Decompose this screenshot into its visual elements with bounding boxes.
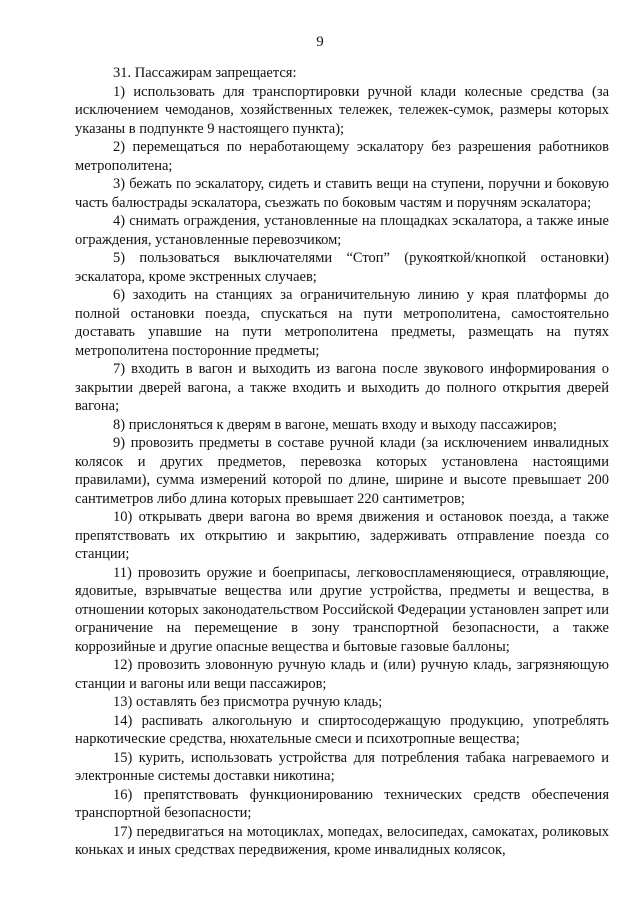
list-item: 5) пользоваться выключателями “Стоп” (рукояткой/кнопкой остановки) эскалатора, кроме экстренных случаев; (75, 250, 609, 285)
list-item: 14) распивать алкогольную и спиртосодержащую продукцию, употреблять наркотические средства, нюхательные смеси и психотропные вещества; (75, 712, 609, 747)
list-item: 10) открывать двери вагона во время движения и остановок поезда, а также препятствовать их открытию и закрытию, задерживать отправление поезда со станции; (75, 509, 609, 562)
document-body (75, 64, 609, 860)
list-item: 9) провозить предметы в составе ручной клади (за исключением инвалидных колясок и других предметов, перевозка которых установлена настоящими правилами), сумма измерений которой по длине, ширине и высоте превышает 200 сантиметров либо длина которых превышает 220 сантиметров; (75, 435, 609, 507)
list-item: 17) передвигаться на мотоциклах, мопедах, велосипедах, самокатах, роликовых коньках и иных средствах передвижения, кроме инвалидных колясок, (75, 823, 609, 858)
list-item: 4) снимать ограждения, установленные на площадках эскалатора, а также иные ограждения, установленные перевозчиком; (75, 213, 609, 248)
list-item: 11) провозить оружие и боеприпасы, легковоспламеняющиеся, отравляющие, ядовитые, взрывчатые вещества или другие устройства, предметы и вещества, в отношении которых законодательством Российской Федерации установлен запрет или ограничение на перемещение в зону транспортной безопасности, а также коррозийные и другие опасные вещества и бытовые газовые баллоны; (75, 564, 609, 655)
list-item: 15) курить, использовать устройства для потребления табака нагреваемого и электронные системы доставки никотина; (75, 749, 609, 784)
list-item: 12) провозить зловонную ручную кладь и (или) ручную кладь, загрязняющую станции и вагоны или вещи пассажиров; (75, 657, 609, 692)
list-item: 7) входить в вагон и выходить из вагона после звукового информирования о закрытии дверей вагона, а также входить и выходить до полного открытия дверей вагона; (75, 361, 609, 414)
list-item: 8) прислоняться к дверям в вагоне, мешать входу и выходу пассажиров; (113, 416, 557, 433)
list-item: 1) использовать для транспортировки ручной клади колесные средства (за исключением чемоданов, хозяйственных тележек, тележек-сумок, размеры которых указаны в подпункте 9 настоящего пункта); (75, 83, 609, 137)
list-item: 6) заходить на станциях за ограничительную линию у края платформы до полной остановки поезда, спускаться на пути метрополитена, самостоятельно доставать упавшие на пути метрополитена предметы, размещать на путях метрополитена посторонние предметы; (75, 287, 609, 359)
list-item: 3) бежать по эскалатору, сидеть и ставить вещи на ступени, поручни и боковую часть балюстрады эскалатора, съезжать по боковым частям и поручням эскалатора; (75, 176, 609, 211)
list-item: 16) препятствовать функционированию технических средств обеспечения транспортной безопасности; (75, 786, 609, 821)
list-item: 2) перемещаться по неработающему эскалатору без разрешения работников метрополитена; (75, 139, 609, 174)
page-number: 9 (316, 34, 324, 50)
list-item: 13) оставлять без присмотра ручную кладь; (113, 694, 383, 710)
section-intro: 31. Пассажирам запрещается: (113, 65, 297, 81)
